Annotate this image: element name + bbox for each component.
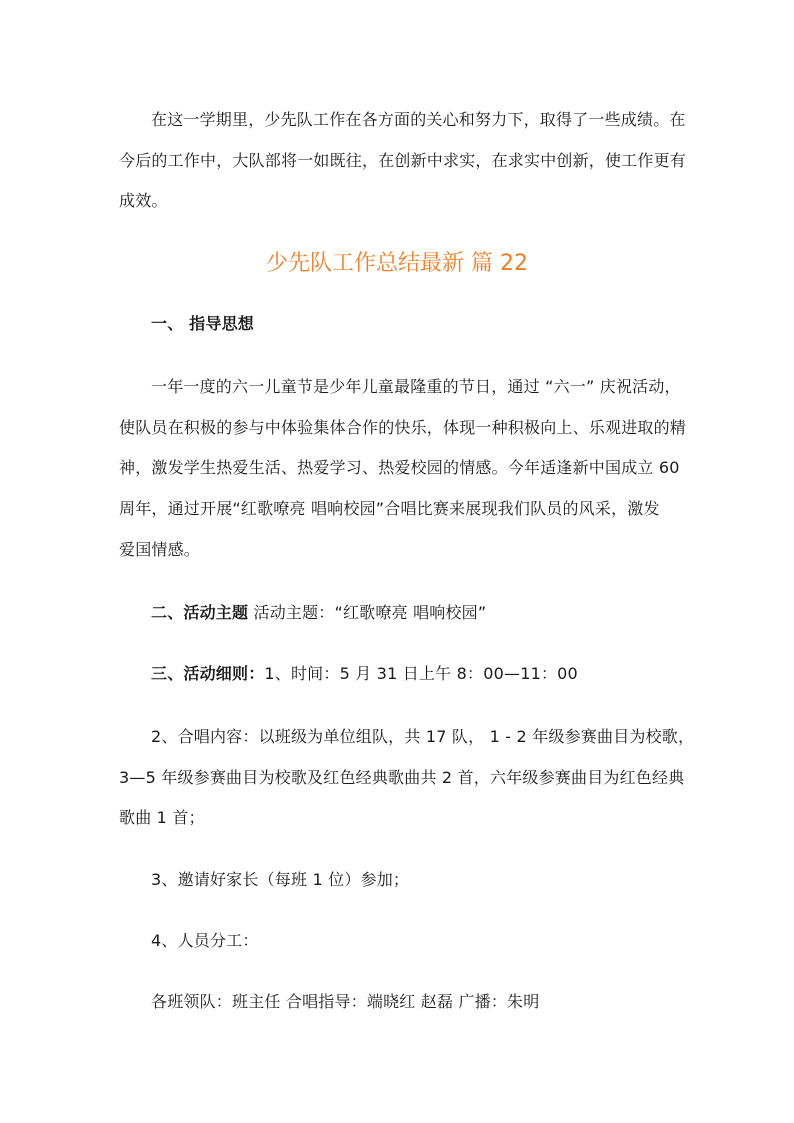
- details-label: 三、活动细则：: [151, 664, 265, 683]
- staff-line: 各班领队：班主任 合唱指导：端晓红 赵磊 广播：朱明: [151, 992, 540, 1011]
- content-line-1: 2、合唱内容：以班级为单位组队，共 17 队， 1 - 2 年级参赛曲目为校歌，: [151, 727, 695, 746]
- guiding-line-5: 爱国情感。: [119, 540, 201, 559]
- intro-line-3: 成效。: [119, 191, 168, 210]
- heading-guiding-thought: 一、 指导思想: [151, 314, 254, 333]
- staff-heading: 4、人员分工：: [151, 931, 259, 950]
- guiding-line-4: 周年，通过开展“红歌嘹亮 唱响校园”合唱比赛来展现我们队员的风采，激发: [119, 499, 660, 518]
- invite-line: 3、邀请好家长（每班 1 位）参加；: [151, 870, 410, 889]
- intro-line-1: 在这一学期里，少先队工作在各方面的关心和努力下，取得了一些成绩。在: [151, 110, 686, 129]
- intro-line-2: 今后的工作中，大队部将一如既往，在创新中求实，在求实中创新，使工作更有: [119, 151, 687, 170]
- theme-text: 活动主题：“红歌嘹亮 唱响校园”: [248, 603, 487, 622]
- theme-paragraph: [151, 603, 711, 623]
- theme-label: 二、活动主题: [151, 603, 249, 622]
- details-paragraph: [151, 664, 711, 684]
- guiding-line-1: 一年一度的六一儿童节是少年儿童最隆重的节日，通过 “六一” 庆祝活动，: [151, 377, 681, 396]
- content-line-2: 3—5 年级参赛曲目为校歌及红色经典歌曲共 2 首，六年级参赛曲目为红色经典: [119, 768, 685, 787]
- details-text: 1、时间：5 月 31 日上午 8：00—11：00: [264, 664, 578, 683]
- guiding-line-2: 使队员在积极的参与中体验集体合作的快乐，体现一种积极向上、乐观进取的精: [119, 418, 687, 437]
- guiding-line-3: 神，激发学生热爱生活、热爱学习、热爱校园的情感。今年适逢新中国成立 60: [119, 458, 680, 477]
- content-line-3: 歌曲 1 首；: [119, 808, 205, 827]
- section-title: 少先队工作总结最新 篇 22: [266, 251, 528, 276]
